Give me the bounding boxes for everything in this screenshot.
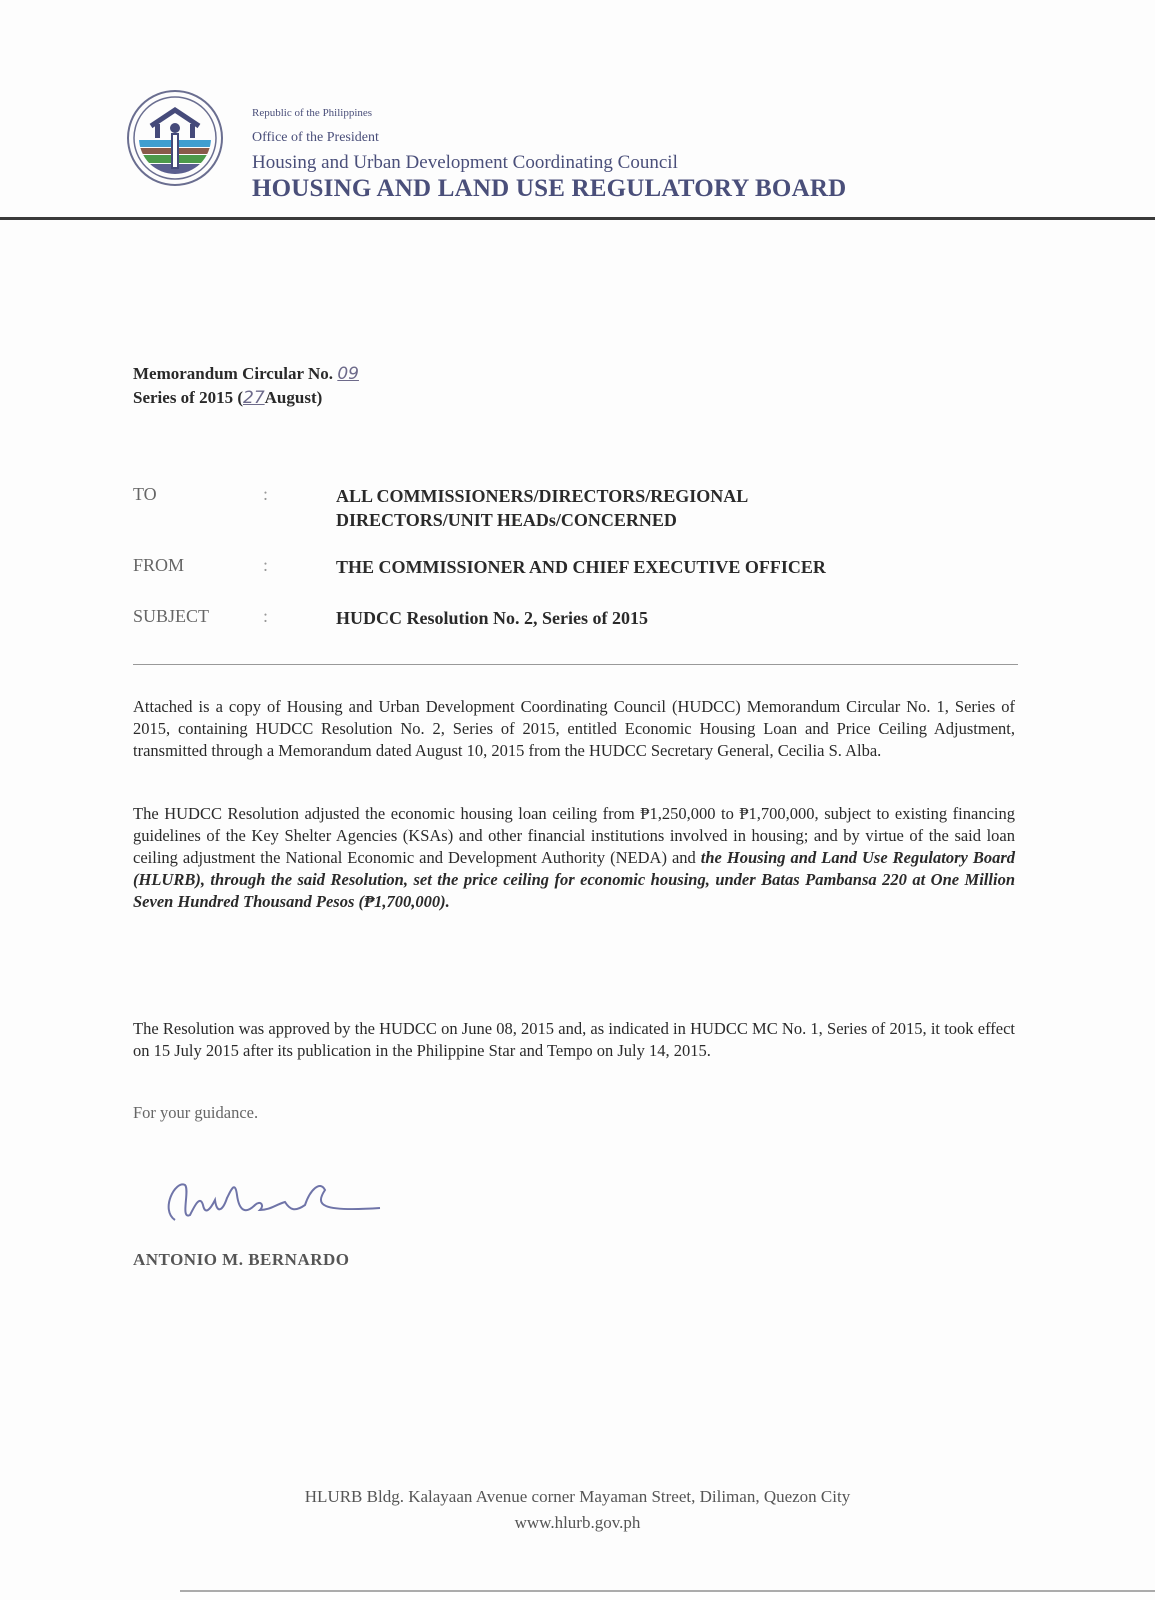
colon: : bbox=[263, 555, 269, 575]
colon: : bbox=[263, 484, 269, 504]
from-label: FROM bbox=[133, 555, 185, 575]
header-divider bbox=[0, 217, 1155, 220]
signatory-name: ANTONIO M. BERNARDO bbox=[133, 1250, 350, 1269]
paragraph-1: Attached is a copy of Housing and Urban Development Coordinating Council (HUDCC) Memorandum Circular No. 1, Series of 2015, containing HUDCC Resolution No. 2, Series of 2015, entitled Economic Housing Loan and Price Ceiling Adjustment, transmitted through a Memorandum dated August 10, 2015 from the HUDCC Secretary General, Cecilia S. Alba. bbox=[133, 697, 1015, 760]
memo-number: 09 bbox=[337, 364, 359, 384]
to-value: ALL COMMISSIONERS/DIRECTORS/REGIONAL DIRECTORS/UNIT HEADs/CONCERNED bbox=[336, 486, 749, 530]
signature-icon bbox=[155, 1160, 395, 1240]
subject-label: SUBJECT bbox=[133, 606, 210, 626]
memo-number-label: Memorandum Circular No. bbox=[133, 364, 334, 383]
paragraph-2: The HUDCC Resolution adjusted the economic housing loan ceiling from ₱1,250,000 to ₱1,700,000, subject to existing financing guidelines of the Key Shelter Agencies (KSAs) and other financial institutions involved in housing; and by virtue of the said loan ceiling adjustment the National Economic and Development Authority (NEDA) and the Housing and Land Use Regulatory Board (HLURB), through the said Resolution, set the price ceiling for economic housing, under Batas Pambansa 220 at One Million Seven Hundred Thousand Pesos (₱1,700,000). bbox=[133, 804, 1015, 911]
memo-heading bbox=[133, 362, 359, 410]
memo-day: 27 bbox=[243, 388, 265, 408]
subject-value: HUDCC Resolution No. 2, Series of 2015 bbox=[336, 608, 648, 628]
colon: : bbox=[263, 606, 269, 626]
letterhead-republic: Republic of the Philippines bbox=[252, 107, 373, 119]
to-label: TO bbox=[133, 484, 157, 504]
footer-address: HLURB Bldg. Kalayaan Avenue corner Mayaman Street, Diliman, Quezon City bbox=[304, 1487, 851, 1506]
letterhead-board: HOUSING AND LAND USE REGULATORY BOARD bbox=[252, 175, 847, 202]
from-value: THE COMMISSIONER AND CHIEF EXECUTIVE OFFICER bbox=[336, 557, 826, 577]
footer-divider bbox=[180, 1590, 1155, 1592]
series-prefix: Series of 2015 ( bbox=[133, 388, 244, 407]
letterhead-council: Housing and Urban Development Coordinating Council bbox=[252, 152, 678, 173]
series-suffix: August) bbox=[264, 388, 323, 407]
closing: For your guidance. bbox=[133, 1103, 259, 1122]
paragraph-3: The Resolution was approved by the HUDCC on June 08, 2015 and, as indicated in HUDCC MC No. 1, Series of 2015, it took effect on 15 July 2015 after its publication in the Philippine Star and Tempo on July 14, 2015. bbox=[133, 1019, 1015, 1060]
footer-website: www.hlurb.gov.ph bbox=[514, 1513, 641, 1532]
letterhead-office: Office of the President bbox=[252, 130, 379, 145]
fields-divider bbox=[133, 664, 1018, 665]
hlurb-logo-icon bbox=[125, 88, 225, 188]
